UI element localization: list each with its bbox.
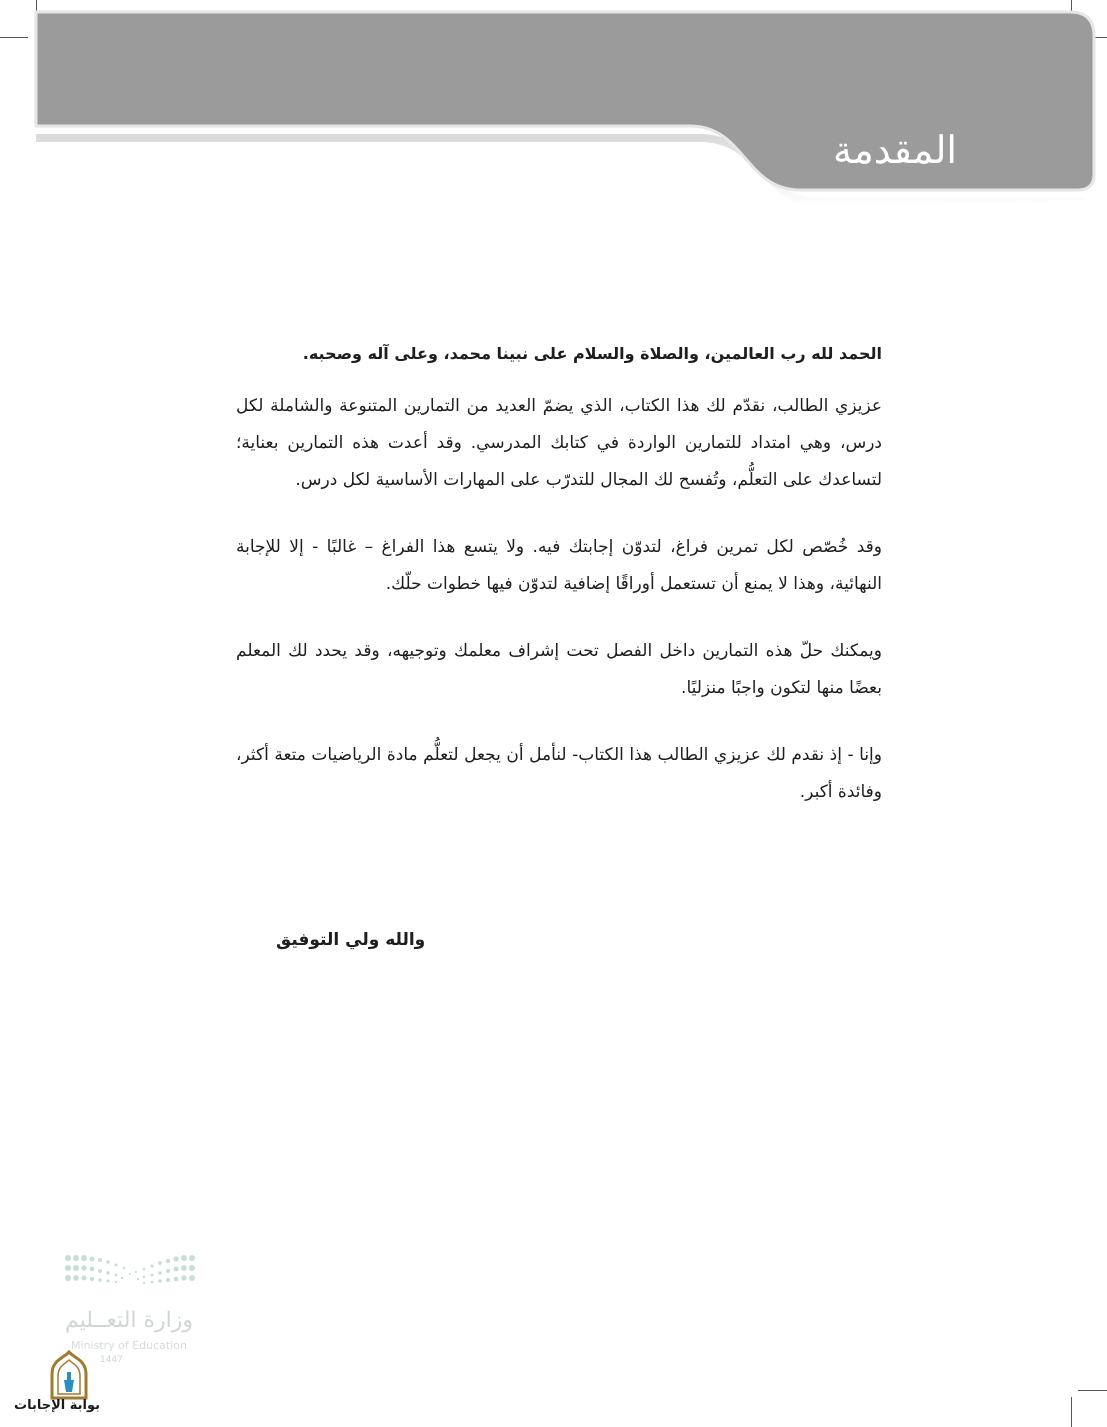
- paragraph-4: وإنا - إذ نقدم لك عزيزي الطالب هذا الكتاب- لنأمل أن يجعل لتعلُّم مادة الرياضيات متعة أكثر، وفائدة أكبر.: [236, 745, 882, 802]
- paragraph-2: وقد خُصّص لكل تمرين فراغ، لتدوّن إجابتك فيه. ولا يتسع هذا الفراغ – غالبًا - إلا للإجابة النهائية، وهذا لا يمنع أن تستعمل أوراقًا إضافية لتدوّن فيها خطوات حلّك.: [236, 537, 882, 594]
- ministry-logo-icon: [60, 1250, 200, 1300]
- paragraph-3: ويمكنك حلّ هذه التمارين داخل الفصل تحت إشراف معلمك وتوجيهه، وقد يحدد لك المعلم بعضًا منها لتكون واجبًا منزليًا.: [236, 641, 882, 698]
- header-band: [0, 0, 1107, 210]
- ministry-name-arabic: وزارة التعــليم: [64, 1308, 194, 1333]
- closing-line: والله ولي التوفيق: [276, 930, 426, 950]
- introduction-body: [236, 340, 882, 841]
- crop-mark: [1071, 1397, 1072, 1427]
- mosque-emblem-icon: [44, 1350, 94, 1400]
- answers-portal-label: بوابة الإجابات: [14, 1398, 100, 1413]
- page-title: المقدمة: [832, 128, 957, 172]
- crop-mark: [1078, 1390, 1107, 1391]
- paragraph-1: عزيزي الطالب، نقدّم لك هذا الكتاب، الذي يضمّ العديد من التمارين المتنوعة والشاملة لكل درس، وهي امتداد للتمارين الواردة في كتابك المدرسي. وقد أعدت هذه التمارين بعناية؛ لتساعدك على التعلُّم، وتُفسح لك المجال للتدرّب على المهارات الأساسية لكل درس.: [236, 396, 882, 490]
- ministry-name-english: Ministry of Education: [70, 1339, 187, 1352]
- opening-line: الحمد لله رب العالمين، والصلاة والسلام على نبينا محمد، وعلى آله وصحبه.: [302, 344, 882, 363]
- ministry-year: 1447: [100, 1355, 123, 1365]
